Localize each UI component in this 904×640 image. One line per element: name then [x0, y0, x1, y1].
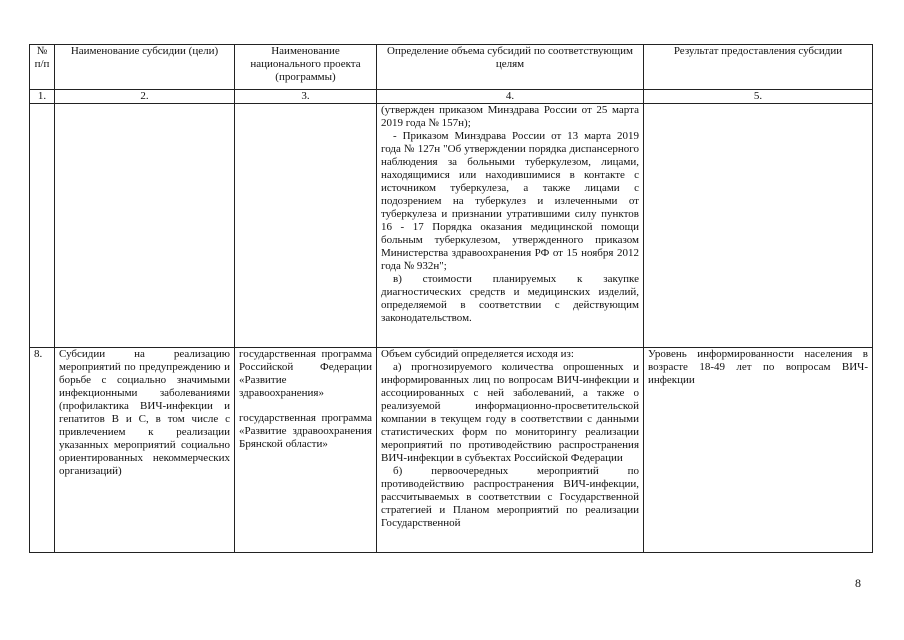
column-number: 5. [644, 90, 873, 104]
column-number: 4. [377, 90, 644, 104]
header-result: Результат предоставления субсидии [644, 45, 873, 90]
header-volume-definition: Определение объема субсидий по соответствующим целям [377, 45, 644, 90]
volume-definition-cell [377, 348, 644, 553]
table-row-continuation [30, 104, 873, 348]
paragraph: - Приказом Минздрава России от 13 марта 2019 года № 127н "Об утверждении порядка диспансерного наблюдения за больными туберкулезом, лицами, находящимися или находившимися в контакте с источником туберкулеза, а также лицами с подозрением на туберкулез и излеченными от туберкулеза и признании утратившими силу пунктов 16 - 17 Порядка оказания медицинской помощи больным туберкулезом, утвержденного приказом Министерства здравоохранения РФ от 15 ноября 2012 года № 932н"; [381, 130, 639, 272]
header-number: № п/п [30, 45, 55, 90]
project-federal: государственная программа Российской Федерации «Развитие здравоохранения» [239, 348, 372, 399]
result-cell: Уровень информированности населения в возрасте 18-49 лет по вопросам ВИЧ-инфекции [644, 348, 873, 553]
column-number: 1. [30, 90, 55, 104]
table-row-8 [30, 348, 873, 553]
subsidy-table [29, 44, 873, 553]
page-number: 8 [855, 576, 861, 590]
project-cell [235, 348, 377, 553]
column-number: 2. [55, 90, 235, 104]
volume-definition-cell [377, 104, 644, 348]
column-number: 3. [235, 90, 377, 104]
column-numbers-row [30, 90, 873, 104]
project-regional: государственная программа «Развитие здравоохранения Брянской области» [239, 412, 372, 450]
row-number: 8. [30, 348, 55, 553]
table-header-row [30, 45, 873, 90]
header-project-name: Наименование национального проекта (программы) [235, 45, 377, 90]
paragraph: в) стоимости планируемых к закупке диагностических средств и медицинских изделий, определяемой в соответствии с действующим законодательством. [381, 273, 639, 324]
header-subsidy-name: Наименование субсидии (цели) [55, 45, 235, 90]
paragraph: Объем субсидий определяется исходя из: [381, 348, 574, 360]
paragraph: а) прогнозируемого количества опрошенных и информированных лиц по вопросам ВИЧ-инфекции и ассоциированных с ней заболеваний, а также о реализуемой информационно-просветительской компании в текущем году в соответствии с данными статистических форм по мониторингу реализации мероприятий по противодействию распространения ВИЧ-инфекции в субъектах Российской Федерации [381, 361, 639, 464]
subsidy-name-cell: Субсидии на реализацию мероприятий по предупреждению и борьбе с социально значимыми инфекционными заболеваниями (профилактика ВИЧ-инфекции и гепатитов В и С, в том числе с привлечением к реализации указанных мероприятий социально ориентированных некоммерческих организаций) [55, 348, 235, 553]
paragraph: б) первоочередных мероприятий по противодействию распространения ВИЧ-инфекции, рассчитываемых в соответствии с Государственной стратегией и Планом мероприятий по реализации Государственной [381, 465, 639, 529]
paragraph: (утвержден приказом Минздрава России от 25 марта 2019 года № 157н); [381, 104, 639, 129]
